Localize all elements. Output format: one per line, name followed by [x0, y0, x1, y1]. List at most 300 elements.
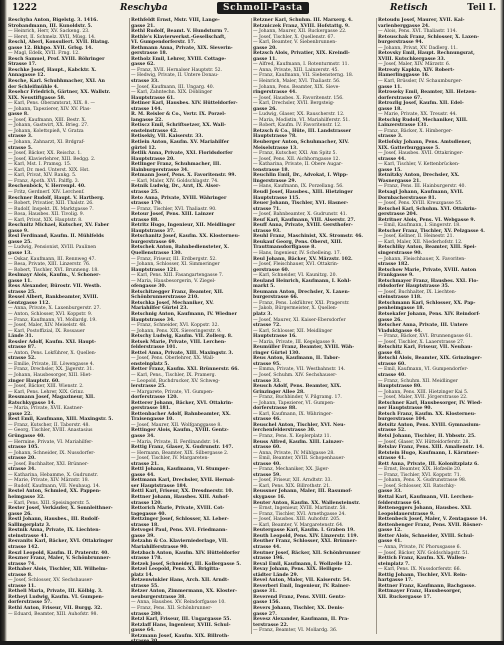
directory-entry: — Johann, Pens. XIII. Hietzinger Kai 5. [378, 389, 469, 395]
directory-entry: — Franz, Pens. III. Hainburgerstr. 40. [378, 184, 466, 190]
directory-entry: Retschow Marie, Private, XVIII. Anton [378, 267, 477, 273]
directory-entry: XII. Ruckergasse 17. [378, 594, 432, 600]
directory-entry: gasse 25. [8, 239, 32, 245]
directory-entry: ridsdorfer Hauptstrasse 35. [378, 284, 450, 290]
directory-entry: — Karl, Mst. I. Pramsg. 15. [8, 162, 72, 168]
directory-entry: Retstein Hugo, Kaufmann, I. Kärntner- [378, 450, 480, 456]
directory-entry: Retzenwinkler Hans, Arch. XII. Arndt- [131, 578, 230, 584]
directory-entry: strasse 71. [253, 206, 281, 212]
directory-entry: — Johann, Pens. X. Gudrunstrasse 98. [378, 478, 467, 484]
directory-entry: Ressel Albert, Bankbeamter, XVIII. [8, 295, 99, 301]
directory-entry: Reuhl Franz, Maschinist, XX. Stromstr. 46. [253, 234, 364, 240]
directory-entry: Reusch Adolf, Pens. Beamter, XIX. [253, 384, 342, 390]
directory-entry: gasse 41. [378, 539, 402, 545]
directory-entry: Retoudu Josef, Maurer, XVII. Kal- [378, 18, 465, 23]
directory-entry: Retlinger Franz, Schuhmacher, III. [131, 162, 221, 168]
directory-entry: Rettorich Marie, Private, XVIII. Cot- [131, 506, 225, 512]
part-label: Teil I. [467, 3, 496, 13]
directory-entry: — Franz, Mechaniker, XX. Jäger- [253, 467, 330, 473]
directory-entry: Retsl Johann, Tischler, II. Ybbsstr. 25. [378, 434, 476, 440]
directory-entry: — Josef, Hausbes. XVII. Ottakringer- [378, 151, 464, 157]
directory-entry: — Karl, Beamter, V. Margaretenstr. 64. [253, 522, 344, 528]
directory-entry: — Karl, Maler, XII. Niederhofstr. 12. [378, 239, 463, 245]
directory-entry: — Anton, Schlosser, XVI. Koppstr. 9. [8, 311, 93, 317]
directory-entry: — Josef, Buchhalter, XXI. Brünner- [8, 461, 89, 467]
directory-entry: — Anna, Private, IV. Mühlgasse 28. [253, 450, 335, 456]
directory-entry: — Franz, Bäcker, XVI. Brunnengasse 61. [378, 334, 473, 340]
directory-entry: gasse 39. [131, 533, 155, 539]
directory-entry: gasse 12. Bkhpo. XVII. Grlsg. 14. [8, 45, 93, 51]
directory-entry: — Magl, Edelk, XVII. Frng. 12. [8, 51, 80, 57]
directory-entry: Lainzerstrasse 131. [378, 123, 429, 129]
directory-entry: — Anna, Private, X. Laxenburgerstr. 27. [8, 306, 101, 312]
directory-entry: Rettig Franz, Glaser, X. Gudrunstr. 147. [131, 445, 234, 451]
directory-entry: gürtel 12. [131, 145, 157, 151]
directory-entry: gasse 11. [253, 56, 277, 62]
directory-entry: — Josef, Bäcker, XX. Reischz. 1. [8, 151, 82, 157]
directory-entry: dorferstrasse 67. [378, 95, 422, 101]
directory-entry: Retnik Ludwig, Dr., Arzt, IX. Alser- [131, 184, 221, 190]
directory-entry: lerchenfelderstrasse 30. [253, 428, 316, 434]
directory-entry: Reverend Franz, Pens. XVIII. Gentz- [253, 594, 346, 600]
directory-entry: strasse 18. [131, 522, 159, 528]
directory-entry: — Emil, Beamter, XVIII. Schopenhauer- [253, 456, 346, 462]
directory-entry: Retzniczek Franz, XVIII. Hofstattg. 9. [253, 23, 350, 29]
directory-entry: varienberggasse 24. [378, 23, 430, 29]
directory-entry: Restnik Anna, Private, IX. Liechten- [8, 528, 101, 534]
directory-entry: — Karl, Zahntechn. XIX. Döblinger [131, 90, 213, 96]
directory-entry: Lände 31. [8, 334, 34, 340]
directory-entry: — Ernst, Ingenieur, XVIII. Martinstr. 58. [253, 506, 347, 512]
directory-entry: platz 3. [253, 311, 273, 317]
directory-entry: — Karl, Kaufmann, IX. Währinger- [253, 411, 333, 417]
directory-entry: Retnitzky Anton, Drechsler, XX. [378, 173, 460, 179]
directory-entry: Reschner Rudolf, Haupt. V. Hartberg. [8, 195, 105, 201]
directory-entry: burgerstrasse 69. [131, 239, 177, 245]
directory-entry: Reussner Johann, Maler, III. Rasumof- [253, 489, 353, 495]
directory-entry: strasse 8. [8, 572, 33, 578]
directory-entry: — Franz, Tischler, XVI. Arnethgasse 24. [253, 511, 346, 517]
directory-entry: Reukauf Georg, Pens. Oberst, XIII. [253, 239, 343, 245]
directory-entry: — Josef, Maurer, XII. Wolfganggasse 8. [131, 422, 222, 428]
directory-entry: Hauptstrasse 34. [131, 317, 175, 323]
directory-entry: Retzl Karl, Friseur, III. Ungargasse 55. [131, 617, 232, 623]
directory-column-1 [8, 18, 128, 634]
directory-entry: Retschel Karl, Schuhm. XVI. Ottakrin- [378, 206, 477, 212]
directory-entry: — Maria, Private, XVII. Kastner- [8, 406, 84, 412]
directory-entry: — Johann, Pens. Beamter, XIX. Sieve- [253, 84, 340, 90]
directory-entry: Reutner Josef, Bäcker, XII. Schönbrunner [253, 550, 361, 556]
directory-entry: Retscher Anna, Private, III. Untere [378, 323, 468, 329]
directory-entry: Retschnig Anton, Kaufmann, IV. Wiedner [131, 311, 237, 317]
directory-entry: Frankgasse 9. [378, 273, 414, 279]
directory-entry: — Karl, Privat, XIX. Hauptstr. 8. [8, 217, 83, 223]
section-banner: Schmoll-Pasta [217, 2, 309, 14]
directory-entry: markt 5. [253, 284, 275, 290]
directory-entry: langasse 22. [131, 117, 163, 123]
directory-entry: Hauptstrasse 80. [378, 384, 422, 390]
directory-entry: Reuer Johann, Tischler, XVI. Hasner- [253, 201, 349, 207]
directory-entry: — Josef, Buchhalter, IX. Liechten- [378, 289, 457, 295]
directory-entry: Reul Johann, Bäcker, XV. Märzstr. 102. [253, 256, 353, 262]
directory-entry: Rettich Franz, Kaufm. XX. Wallen- [378, 556, 467, 562]
directory-entry: — Karl, Maler, XIV. Goldschlagstr. 74. [131, 178, 219, 184]
directory-entry: — Franz, Bäcker, X. Himberger- [378, 128, 453, 134]
directory-entry: gasse 48. [378, 350, 402, 356]
directory-entry: Quellenstrasse 130. [131, 250, 183, 256]
directory-entry: — Josef, Friseur, XII. Arndtstr. 33. [253, 478, 332, 484]
column-divider [129, 18, 130, 634]
directory-entry: Retzahn & Co. Klavierniederlage, VII. [131, 539, 228, 545]
directory-entry: Reudl Josef, Hausbes., XIII. Hietzinger [253, 189, 353, 195]
column-divider [251, 18, 252, 634]
directory-entry: — Karl, Pens. Lehrer, XIX. Grinz. [8, 389, 85, 395]
directory-entry: Retschig Rudolf, Mechaniker, XIII. [378, 117, 468, 123]
directory-entry: gasse 15. [378, 167, 402, 173]
directory-entry: Reschl, Aberl, Konsuliert. XVII. Blatng. [8, 40, 110, 46]
directory-entry: Reschke Josef, Haupt., Kabcktr. X. [8, 67, 97, 73]
directory-entry: felderstrasse 64. [378, 500, 421, 506]
directory-entry: — Josef, Schuhm. XIV. Sechshauser- [253, 373, 337, 378]
directory-entry: gasse 27. [253, 611, 277, 617]
directory-entry: Retzner Karl, Schuhm. III. Marxerg. 4. [253, 18, 353, 23]
directory-entry: — Ludwig, Glaser, XX. Rauscherstr. 12. [253, 112, 345, 118]
directory-entry: strasse 182. [378, 262, 409, 268]
directory-entry: — Resa, Private, XIII. Linzerstr. 76. [8, 262, 91, 268]
directory-entry: gasse 18. [378, 106, 402, 112]
directory-entry: Retschitzegger Franz, Beamter, XII. [131, 289, 224, 295]
directory-entry: — Hermine, Private, VI. Mariahilfer- [8, 439, 93, 445]
directory-entry: Reverberi Emil, Ingenieur, IV. Rainer- [253, 583, 351, 589]
directory-entry: Rethaber Alois, Tischler, XII. Wilhelm- [8, 567, 108, 573]
directory-entry: — Josef, Bäcker, XIV. Goldschlagstr. 51. [378, 550, 470, 556]
directory-entry: Retschliky Anton, Beamter, XIII. Spei- [378, 245, 477, 251]
directory-entry: skygasse 16. [253, 495, 286, 501]
directory-entry: — Franz, Beamter, VI. Mollardg. 36. [253, 628, 338, 634]
directory-entry: strasse 3. [8, 134, 33, 140]
directory-entry: Restel Anton, Schmied, XX. Pappen- [8, 489, 101, 495]
directory-entry: strasse 178. [131, 556, 162, 562]
directory-entry: Leopoldauerstrasse 9. [378, 511, 435, 517]
directory-entry: — Josef, Pens. Oberlehrer, XX. Wall- [131, 356, 215, 362]
directory-entry: steinstrasse 41. [8, 533, 49, 539]
directory-entry: gasse 26. [8, 511, 32, 517]
directory-entry: Hauptstrasse 61. [131, 95, 175, 101]
directory-entry: — Johann, Fleischhauer, X. Favoriten- [378, 256, 466, 262]
directory-entry: gasse 26. [378, 317, 402, 323]
directory-entry: — Franz, Friseur, III. Erdbergstr. 52. [131, 256, 217, 262]
directory-entry: Reus Anton, Kaufmann, II. Tabor- [253, 356, 340, 362]
directory-entry: — Katharina, Private, II. Obere Augar- [253, 162, 343, 168]
directory-entry: Grüngasse 40. [8, 434, 45, 440]
directory-entry: Retroseky Emil, Beamter, XII. Hetzen- [378, 90, 477, 96]
directory-entry: — Maria, Private, II. Ferdinandstr. 14. [131, 439, 220, 445]
directory-entry: Reszl Leopold, Kaufm. II. Praterstr. 40. [8, 550, 109, 556]
page-binding-shadow [0, 0, 7, 641]
directory-entry: — Johann, Tapezierer, XIV. XV. Plas- [8, 106, 91, 112]
directory-entry: — Josef, Kaufmann, XIII. Bestr. X. [8, 117, 87, 123]
directory-entry: — Karl, Pens. Oberamtsrat, XIX. 8. — [8, 101, 95, 107]
directory-entry: — Karl, Brüssler, IV. Schaumburger- [378, 79, 463, 85]
directory-entry: zinger Hauptstr. 60. [8, 378, 60, 384]
running-head-left: Reschyba [120, 3, 168, 13]
directory-entry: Retschanitz Josef, Kaufm. XX. Klosterneu- [131, 234, 240, 240]
directory-entry: Retour Josef, Pens. XIII. Lainzer [131, 212, 214, 218]
directory-entry: Retvogel Paul, Pens. XVI. Friedmann- [131, 528, 228, 534]
directory-entry: Rettmayer Franz, Hausbesorger, [378, 589, 462, 595]
directory-entry: strasse 93. [253, 228, 281, 234]
directory-entry: gasse 13. [8, 250, 32, 256]
directory-entry: ensteinstrasse 42. [131, 128, 178, 134]
directory-entry: Retzbach Anton, Kaufm. XIV. Hütteldorfer [131, 550, 240, 556]
directory-entry: Resch Samuel, Prof. XVIII. Böhringer [8, 56, 105, 62]
directory-entry: — Emil, Kaufmann, VI. Gumpendorfer- [378, 367, 469, 373]
directory-entry: Retschek Anton, Bahnbediensteter, X. [131, 245, 229, 251]
directory-entry: strasse 40. [253, 461, 281, 467]
directory-entry: Retlein Anton, Kaufm. XV. Mariahilfer [131, 140, 230, 146]
directory-entry: Reuth Leopold, Pens. XIV. Linzerstr. 119. [253, 533, 359, 539]
directory-entry: Ressler Adolf, Kaufm. XXI. Haupt- [8, 339, 96, 345]
directory-entry: Reslmayr Alois, Kaufm., V. Schoner- [8, 273, 101, 279]
directory-entry: — Heinrich, Maler, XVI. Thaliastr. 56. [253, 79, 341, 85]
directory-entry: strasse 170. [131, 201, 162, 207]
directory-entry: dorferstrasse 88. [253, 406, 297, 412]
directory-entry: — Hedwig, Private, II. Untere Donau- [131, 73, 219, 79]
directory-entry: Retzsch Alois, Privatier, XIX. Kreindl- [253, 51, 350, 57]
directory-entry: Rettmann Karl, Drechsler, XVII. Hernal- [131, 478, 235, 484]
directory-entry: strasse 196. [253, 556, 284, 562]
directory-entry: Retschl Alois, Beamter, XIX. Grinzinger- [378, 356, 482, 362]
directory-entry: Retschy Ludwig, Kaufm. VII. Zollerg. 8. [131, 334, 233, 340]
directory-entry: Annagasse 12. [8, 73, 46, 79]
directory-entry: Retzmann Josef, Kaufm. XIX. Billroth- [131, 633, 230, 639]
directory-entry: Retzer Anton, Zimmermann, XX. Kloster- [131, 589, 238, 595]
directory-entry: gasse 9. [8, 228, 29, 234]
directory-entry: singerstrasse 90. [378, 250, 423, 256]
directory-entry: — Johann, Schneider, IX. Nussdorfer- [8, 450, 96, 456]
directory-entry: — Josef, Maler, XVII. Jörgerstrasse 22. [378, 395, 468, 401]
directory-entry: — Franz, Pens. Lokführer, XXI. Pragerstr. [253, 300, 350, 306]
directory-entry: Reto Anna, Private, XVIII. Währinger [131, 195, 227, 201]
directory-entry: penheimgasse 18. [378, 306, 425, 312]
directory-entry: Rettzinger Josef, Schlosser, XI. Leber- [131, 517, 229, 523]
directory-entry: Reschyba Anton, Bigelstg. 3. 1416. [8, 18, 98, 23]
directory-entry: Retter Franz, Kaufm. XXI. Brünnerstr. 66. [131, 367, 240, 373]
directory-entry: — Karl, Pens. IX. Nussdorferstr. 66. [378, 567, 461, 573]
directory-entry: Rettel Anna, Private, XIII. Maxingstr. 3. [131, 350, 234, 356]
directory-entry: XIX. Neustiftgasse 58. [8, 95, 66, 101]
directory-entry: strasse 142. [8, 544, 39, 550]
directory-entry: strasse 33. [131, 79, 159, 85]
directory-entry: strasse 41. [378, 456, 406, 462]
directory-entry: strasse 52. [378, 428, 406, 434]
directory-entry: Rethfeldt Ernst, Mstr. VIII, Lange- [131, 18, 220, 23]
directory-entry: — Josef, Schlosser, XII. Ratschky- [378, 483, 456, 489]
directory-entry: — Franz, Tischler, XVI. Koppstr. 71. [378, 472, 462, 478]
directory-entry: Mariahilfer Gürtel 23. [131, 306, 189, 312]
directory-entry: strasse 44. [253, 544, 281, 550]
directory-entry: gasse 21. [131, 23, 155, 29]
directory-entry: Traisengasse 10. [131, 417, 174, 423]
directory-entry: Hauptstrasse 20. [131, 156, 175, 162]
directory-entry: Reuschel Anton, Tischler, XVI. Neu- [253, 422, 346, 428]
directory-entry: gasse 11. [8, 278, 32, 284]
directory-entry: — Josef, Kellner, II. Heinestr. 21. [378, 234, 454, 240]
directory-entry: Strasse 17. [8, 62, 37, 68]
directory-entry: — Franz, Kaufmann, VI. Mollardg. 19. [8, 317, 97, 323]
directory-entry: Mariahilferstrasse 90. [131, 544, 189, 550]
directory-entry: strasse 44. [378, 156, 406, 162]
directory-entry: Retsekafer Johann, Pens. XIV. Reindorf- [378, 311, 481, 317]
directory-entry: Hamerlinggasse 16. [378, 73, 430, 79]
directory-entry: — Fritz, Gerdnerf. XIV. Lerchenf. [8, 189, 85, 195]
directory-entry: — Emilie, Private, III. Löwengasse 4. [8, 361, 95, 367]
directory-entry: strasse 55. [131, 583, 159, 589]
directory-entry: XIX. Gatterburggasse 5. [378, 145, 440, 151]
directory-entry: — Robert, Privatier, XIII. Thalstr. 26. [8, 201, 94, 207]
directory-entry: Retiscz Emil, Schriftsetzer, XX. Wall- [131, 123, 226, 129]
directory-entry: Retschmann Karl, Schlosser, XX. Pap- [378, 300, 476, 306]
directory-entry: strasse 30. [131, 639, 159, 645]
directory-entry: strasse 144. [131, 106, 162, 112]
directory-entry: — Jakob, Bürgermeister, X. Quellen- [253, 306, 338, 312]
directory-entry: Sallingerplatz 3. [8, 522, 51, 528]
directory-entry: Hauptstrasse 16. [253, 334, 297, 340]
directory-entry: gasse 156. [253, 600, 281, 606]
directory-entry: — Karl, Pens., Tischler, IX. Pramerg. [131, 373, 217, 378]
directory-entry: Retholz Emil, Lehrer, XVIII. Cottage- [131, 56, 227, 62]
directory-entry: Retschitz Karl, Friseur, VII. Neubau- [378, 345, 473, 351]
directory-entry: — Oskar, Kaufmann, III. Rennweg 47. [8, 256, 96, 262]
directory-entry: burgerstrasse 104. [378, 417, 427, 423]
directory-entry: — Karl, Pens. XIII. Fasangartengasse 7. [131, 273, 224, 279]
directory-entry: städter Lände 29. [253, 572, 299, 578]
directory-entry: — Karl, Schneider, VI. Kaunitzg. 20. [253, 273, 337, 279]
directory-entry: R. M. Reisler & Co., Vertr. IX. Porzel- [131, 112, 226, 118]
directory-entry: gerstrasse 181. [131, 406, 171, 412]
directory-entry: steinplatz 7. [378, 561, 410, 567]
directory-entry: Dornbacherstrasse 81. [378, 195, 437, 201]
directory-entry: — Maria, Private, III. Kegelgasse 9. [253, 339, 336, 345]
directory-entry: Hauptstrasse 78. [253, 134, 297, 140]
directory-entry: strasse 34. [8, 467, 36, 473]
directory-entry: — Karl, Beamter, V. Siebenbrunnen- [253, 40, 337, 46]
directory-entry: strasse 3. [378, 134, 403, 140]
directory-entry: — Anna, Private, XIII. Lainzerstr. 45. [253, 67, 339, 73]
directory-entry: ensteinplatz 5. [131, 361, 170, 367]
directory-entry: — Franz, Drechsler, XX. Jägerstr. 31. [8, 367, 94, 373]
directory-entry: strasse 60. [253, 445, 281, 451]
directory-entry: gasse 62. [131, 62, 155, 68]
directory-entry: strasse 5. [8, 145, 33, 151]
directory-entry: tenstrasse 18. [253, 167, 290, 173]
directory-entry: — Anna, Hausbes. XV. Reindorfgasse 10. [131, 600, 226, 606]
directory-entry: terstrasse 22. [253, 622, 289, 628]
directory-entry: strasse 74. [8, 561, 36, 567]
directory-entry: Schönbrunnerstrasse 210. [131, 295, 199, 301]
directory-entry: Retouschak Franz, Schlosser, X. Laxen- [378, 34, 479, 40]
directory-entry: — Emil, Kaufmann, I. Singerstr. 18. [378, 223, 461, 229]
directory-entry: — Franz, Tischler, XVI. Thaliastr. 90. [131, 206, 217, 212]
directory-entry: Reuland Heinrich, Kaufmann, I. Kohl- [253, 278, 352, 284]
directory-entry: gasse 26. [253, 106, 277, 112]
directory-entry: strasse 105. [8, 445, 39, 451]
directory-entry: — Johann, Hausbesorger, XIII. Hiet- [8, 373, 92, 378]
directory-entry: Reuberger Anton, Schuhmacher, XIV. [253, 140, 349, 146]
directory-entry: Reuther Franz, Schlosser, XXI. Brünner- [253, 539, 357, 545]
directory-entry: Grinzinger Allee 28. [253, 389, 305, 395]
directory-entry: Ressmann Josef, Magazineur, XII. [8, 395, 95, 401]
directory-entry: ner Hauptstrasse 90. [378, 406, 433, 412]
directory-entry: Revel Anton, Maler, VII. Kaiserstr. 54. [253, 578, 351, 584]
directory-entry: — Johann, Gastwirt, XX. Brieg. 27. [8, 123, 89, 129]
directory-entry: Reutergasse Karl, Kaufm. I. Graben 19. [253, 528, 355, 534]
directory-column-4 [378, 18, 498, 634]
directory-entry: — Josef, Tischler, X. Laaerstrasse 27. [378, 339, 465, 345]
directory-entry: lerstrasse 25. [131, 384, 166, 390]
directory-entry: Rettner Franz, Kaufmann, Bachgasse. [378, 583, 476, 589]
directory-entry: — Josef, Fleischhauer, XVI. Ottakrin- [253, 262, 339, 268]
directory-entry: gasse 33. [378, 489, 402, 495]
directory-entry: — Karl, Pens. XIII. Speisingerstr. 5. [8, 500, 91, 506]
directory-entry: Ress Alexander, Bürostr. VII. Westb. [8, 284, 102, 290]
directory-entry: Retterer Johann, Bäcker, XVI. Ottakrin- [131, 400, 234, 406]
directory-entry: — Josef, Bahnbeamter, X. Gudrunstr. 41. [253, 212, 348, 218]
directory-entry: Rettner Johann, Hausbes. XIII. Auhof- [131, 495, 230, 501]
directory-entry: — Franz, Schneider, XVI. Koppstr. 32. [131, 323, 219, 329]
directory-entry: Reumüller Franz, Beamter, XVIII. Wäh- [253, 345, 355, 351]
directory-entry: — Johann, Schlosser, XI. Simmeringer [131, 262, 220, 268]
directory-column-2 [131, 18, 250, 645]
directory-entry: — Robert, Kaufm. IV. Favoritenstr. 12. [253, 123, 342, 129]
directory-entry: — Katharina, Hebamme, X. Gudrunstr. [8, 472, 99, 478]
directory-entry: — Johann, Kolettspieß, V. Gratza [8, 128, 84, 134]
directory-entry: Reschnitz Michael, Kutscher, XV. Faber [8, 223, 110, 229]
directory-entry: strasse 59. [253, 472, 281, 478]
directory-column-3 [253, 18, 375, 634]
directory-entry: — Franz, Kaufmann, VII. Siebensterng. 18. [253, 73, 354, 79]
directory-entry: ofengasse 30. [131, 284, 167, 290]
directory-entry: burgerstrasse 66. [253, 295, 299, 301]
directory-entry: gasse 31. [253, 589, 277, 595]
directory-entry: — Maria, Hausbesorgerin, V. Ziegel- [131, 278, 216, 284]
directory-entry: — Karl, Schlosser, XII. Meidlinger [253, 328, 333, 334]
directory-entry: Rethle's Klavierwerkst.-Gesellschaft, [131, 34, 226, 40]
directory-entry: Retiner Karl, Hausbes. XIV. Hütteldorfer- [131, 101, 238, 107]
directory-entry: Restl Johann, Hausbes., III. Rudolf- [8, 517, 100, 523]
directory-entry: Rethi Anton, Friseur, VII. Burgg. 32. [8, 605, 102, 611]
directory-entry: strasse 40. [378, 373, 406, 378]
directory-entry: Rettenbeck Josef, Maler, V. Zentagasse 14. [378, 517, 488, 523]
directory-entry: — Franz, XVII. Hernalser Hauptstr. 52. [131, 67, 223, 73]
directory-entry: — Emma, Private, VII. Westbahnstr. 14. [253, 367, 346, 373]
directory-entry: strasse 20. [8, 456, 36, 462]
directory-entry: Retzek Josef, Schneider, III. Kollergasse 5. [131, 561, 241, 567]
directory-entry: — Karl, Drechsler, XVII. Bergsteig- [253, 101, 335, 107]
directory-entry: — Georg, Tischler, XVIII. Anastasius [8, 428, 93, 434]
directory-entry: Resvanits Karl, Bäcker, XVI. Ottakringer [8, 539, 113, 545]
directory-entry: gasse 11. [378, 84, 402, 90]
column-divider [376, 18, 377, 634]
directory-entry: Rettig Johann, Tischler, XVI. Rein- [378, 572, 468, 578]
directory-entry: Retisekiy, VII. Kaiserstr. 33. [131, 134, 204, 140]
directory-entry: — Josef, Maler, XIV. Märzstr. 6. [378, 62, 451, 68]
directory-entry: — Josef, Glaser, XV. Hütteldorferstr. 28. [378, 439, 470, 445]
directory-entry: Retsagl Johann, Kaufmann, XVII. [378, 189, 464, 195]
running-head-right: Retisch [390, 3, 428, 13]
directory-entry: strasse 60. [378, 361, 406, 367]
directory-entry: Resehcr Friedrich, Gärtner, XX. Wallstr. [8, 90, 111, 96]
